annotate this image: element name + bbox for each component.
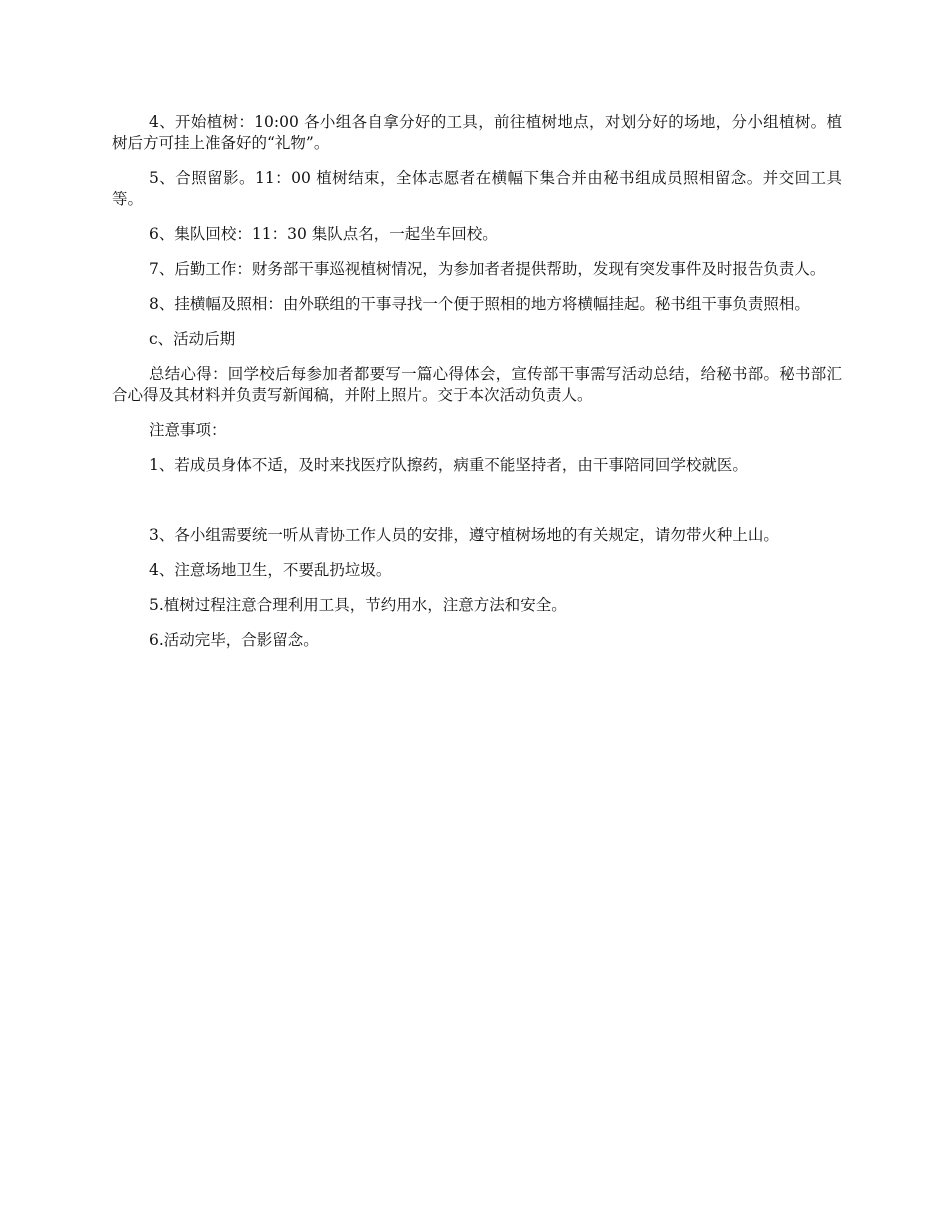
paragraph-step-8-banner: 8、挂横幅及照相：由外联组的干事寻找一个便于照相的地方将横幅挂起。秘书组干事负责照相。 bbox=[149, 295, 810, 313]
paragraph-step-7-logistics: 7、后勤工作：财务部干事巡视植树情况，为参加者者提供帮助，发现有突发事件及时报告负责人。 bbox=[149, 260, 826, 278]
paragraph-step-6-return: 6、集队回校：11：30 集队点名，一起坐车回校。 bbox=[149, 225, 498, 243]
note-item-4: 4、注意场地卫生，不要乱扔垃圾。 bbox=[149, 561, 392, 579]
note-item-5: 5.植树过程注意合理利用工具，节约用水，注意方法和安全。 bbox=[149, 596, 567, 614]
section-heading-notes: 注意事项： bbox=[149, 421, 227, 439]
note-item-1: 1、若成员身体不适，及时来找医疗队擦药，病重不能坚持者，由干事陪同回学校就医。 bbox=[149, 456, 748, 474]
note-item-3: 3、各小组需要统一听从青协工作人员的安排，遵守植树场地的有关规定，请勿带火种上山。 bbox=[149, 526, 779, 544]
paragraph-step-4-planting: 4、开始植树：10:00 各小组各自拿分好的工具，前往植树地点，对划分好的场地，分小组植树。植树后方可挂上准备好的“礼物”。 bbox=[112, 113, 842, 152]
section-heading-post-activity: c、活动后期 bbox=[149, 330, 236, 348]
blank-gap bbox=[112, 490, 842, 525]
note-item-6: 6.活动完毕，合影留念。 bbox=[149, 631, 319, 649]
paragraph-summary: 总结心得：回学校后每参加者都要写一篇心得体会，宣传部干事需写活动总结，给秘书部。秘书部汇合心得及其材料并负责写新闻稿，并附上照片。交于本次活动负责人。 bbox=[112, 365, 842, 404]
paragraph-step-5-group-photo: 5、合照留影。11：00 植树结束，全体志愿者在横幅下集合并由秘书组成员照相留念。并交回工具等。 bbox=[112, 169, 842, 208]
document-body bbox=[112, 112, 842, 665]
